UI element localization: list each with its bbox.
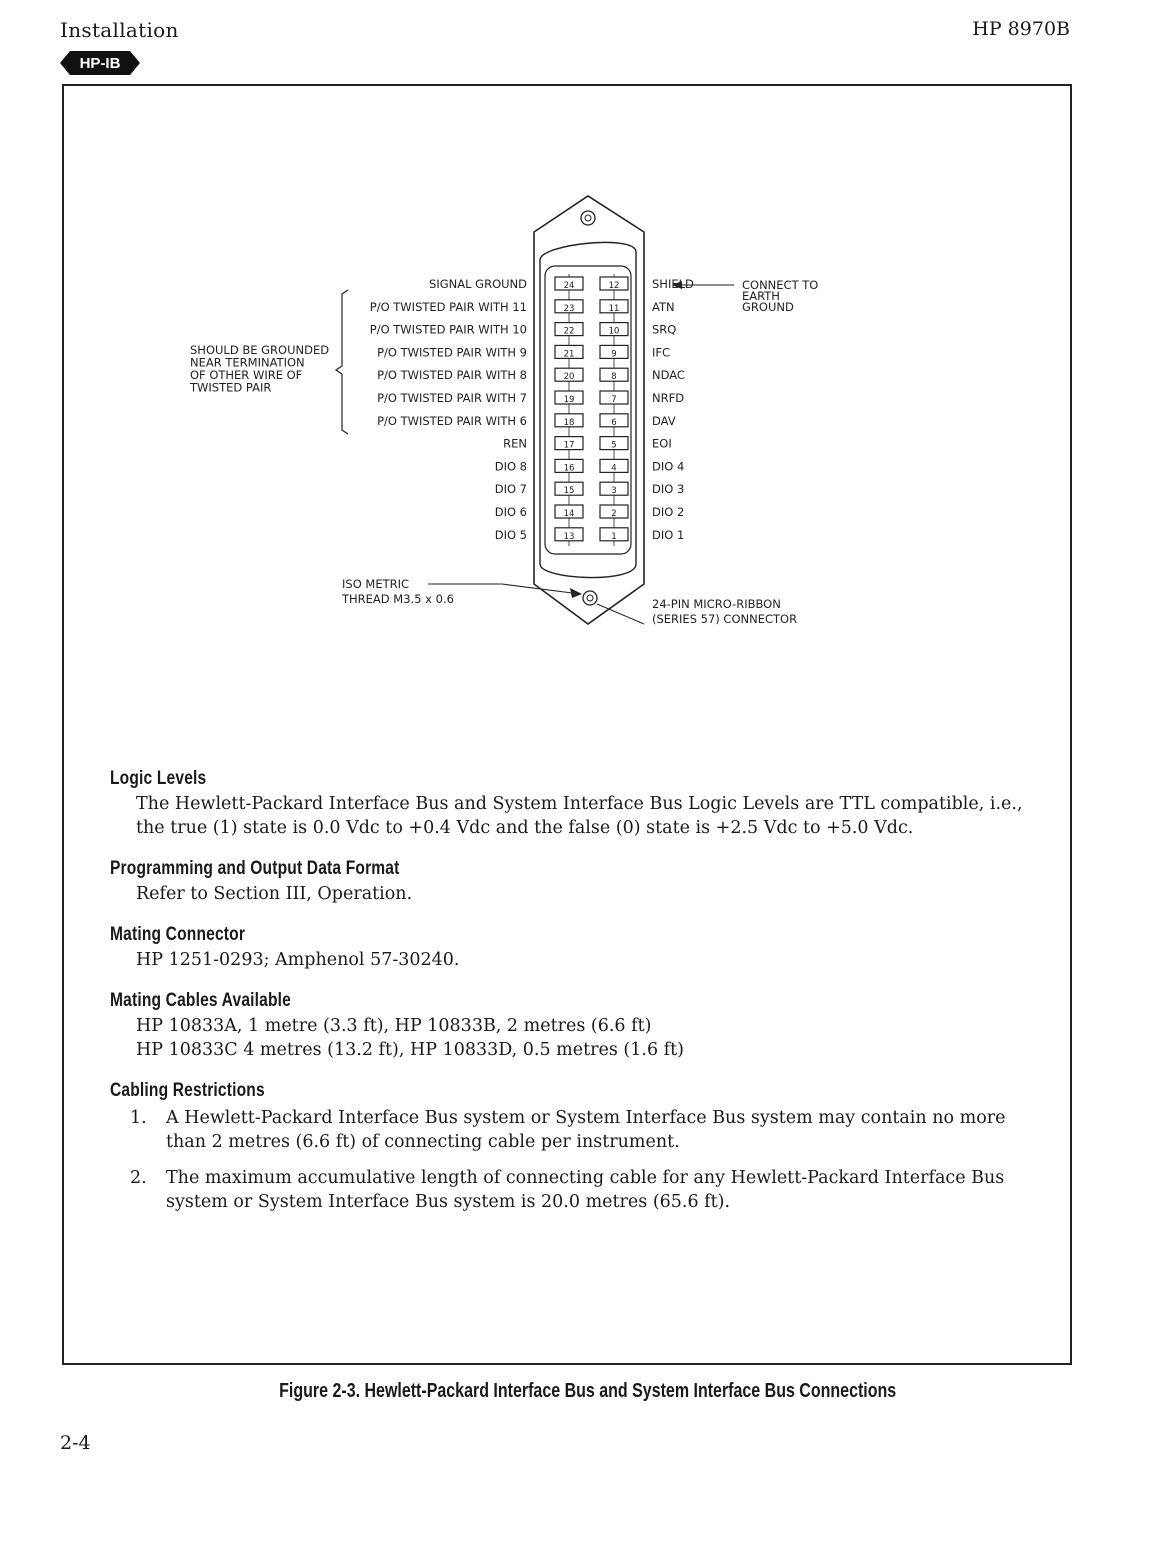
pin-label-right: ATN bbox=[652, 299, 675, 314]
pin-number: 10 bbox=[608, 326, 620, 337]
section-line: The Hewlett-Packard Interface Bus and System Interface Bus Logic Levels are TTL compatible, i.e., bbox=[136, 794, 1023, 814]
pin-number: 20 bbox=[563, 372, 575, 383]
pin-number: 22 bbox=[563, 326, 575, 337]
pin-label-left: P/O TWISTED PAIR WITH 11 bbox=[369, 299, 527, 314]
bottom-screw-icon bbox=[583, 591, 597, 605]
pin-label-left: DIO 5 bbox=[494, 527, 527, 542]
ground-note-line: NEAR TERMINATION bbox=[190, 355, 305, 370]
hp-ib-badge bbox=[60, 50, 140, 76]
pin-label-right: EOI bbox=[652, 436, 672, 451]
section-line: the true (1) state is 0.0 Vdc to +0.4 Vdc and the false (0) state is +2.5 Vdc to +5.0 Vdc. bbox=[136, 818, 914, 838]
section-line: HP 10833C 4 metres (13.2 ft), HP 10833D, 0.5 metres (1.6 ft) bbox=[136, 1040, 684, 1060]
pin-number: 2 bbox=[611, 509, 617, 519]
ground-note-line: OF OTHER WIRE OF bbox=[190, 368, 303, 382]
pin-number: 21 bbox=[563, 349, 575, 360]
shield-note-line: CONNECT TO bbox=[742, 278, 819, 292]
connector-shell bbox=[534, 196, 644, 624]
pin-number: 14 bbox=[563, 509, 575, 519]
thread-note-line: ISO METRIC bbox=[342, 577, 410, 591]
section-line: HP 1251-0293; Amphenol 57-30240. bbox=[136, 950, 460, 970]
list-line: system or System Interface Bus system is 20.0 metres (65.6 ft). bbox=[166, 1192, 731, 1212]
pin-number: 4 bbox=[611, 463, 617, 474]
pin-number: 6 bbox=[611, 417, 617, 428]
caption-text: Figure 2-3. Hewlett-Packard Interface Bus and System Interface Bus Connections bbox=[279, 1380, 897, 1402]
shield-note-line: GROUND bbox=[742, 300, 794, 314]
section-title: Cabling Restrictions bbox=[110, 1080, 265, 1101]
ground-bracket bbox=[336, 290, 348, 434]
pin-number: 1 bbox=[611, 531, 617, 542]
figure-caption bbox=[0, 1380, 1176, 1403]
pin-number: 15 bbox=[563, 486, 575, 497]
pin-label-right: NDAC bbox=[652, 368, 685, 383]
pin-label-right: IFC bbox=[652, 345, 671, 360]
section-title: Mating Connector bbox=[110, 924, 246, 945]
list-line: A Hewlett-Packard Interface Bus system or System Interface Bus system may contain no more bbox=[166, 1108, 1006, 1128]
list-item bbox=[130, 1166, 1030, 1214]
pin-number: 17 bbox=[563, 440, 575, 451]
pin-label-right: NRFD bbox=[652, 391, 685, 405]
pin-number: 19 bbox=[563, 395, 575, 405]
connector-note-line: 24-PIN MICRO-RIBBON bbox=[652, 597, 781, 611]
header-section-title: Installation bbox=[60, 18, 179, 42]
pin-number: 16 bbox=[563, 463, 575, 474]
section-mating-cables bbox=[110, 990, 1030, 1062]
pin-label-right: SHIELD bbox=[652, 277, 694, 291]
shield-note-line: EARTH bbox=[742, 289, 780, 303]
thread-arrowhead bbox=[570, 588, 582, 598]
list-item bbox=[130, 1106, 1030, 1154]
pin-number: 11 bbox=[608, 303, 620, 314]
ground-note-line: TWISTED PAIR bbox=[190, 380, 272, 395]
header-model: HP 8970B bbox=[972, 18, 1070, 40]
section-logic-levels bbox=[110, 768, 1030, 840]
pin-label-left: SIGNAL GROUND bbox=[429, 277, 527, 291]
list-line: The maximum accumulative length of connecting cable for any Hewlett-Packard Interface Bus bbox=[166, 1168, 1005, 1188]
section-line: HP 10833A, 1 metre (3.3 ft), HP 10833B, 2 metres (6.6 ft) bbox=[136, 1016, 652, 1036]
connector-note-line: (SERIES 57) CONNECTOR bbox=[652, 612, 798, 626]
pin-label-right: DIO 4 bbox=[652, 459, 685, 474]
ground-note-line: SHOULD BE GROUNDED bbox=[190, 343, 330, 357]
pin-label-right: DIO 3 bbox=[652, 482, 685, 497]
section-mating-connector bbox=[110, 924, 1030, 972]
pin-number: 23 bbox=[563, 303, 575, 314]
thread-note-line: THREAD M3.5 x 0.6 bbox=[342, 592, 454, 606]
list-number: 2. bbox=[130, 1168, 147, 1188]
section-programming bbox=[110, 858, 1030, 906]
section-cabling-restrictions bbox=[110, 1080, 1030, 1226]
badge-label: HP-IB bbox=[79, 55, 121, 72]
section-title: Programming and Output Data Format bbox=[110, 858, 400, 879]
top-screw-icon bbox=[581, 211, 595, 225]
list-number: 1. bbox=[130, 1108, 147, 1128]
list-line: than 2 metres (6.6 ft) of connecting cable per instrument. bbox=[166, 1132, 680, 1152]
pin-label-left: P/O TWISTED PAIR WITH 9 bbox=[377, 345, 527, 360]
pin-label-left: DIO 8 bbox=[494, 459, 527, 474]
connector-leader-line bbox=[597, 604, 644, 624]
pin-label-right: DIO 1 bbox=[652, 527, 685, 542]
page-number: 2-4 bbox=[60, 1432, 91, 1454]
section-title: Logic Levels bbox=[110, 768, 207, 789]
pin-label-left: P/O TWISTED PAIR WITH 6 bbox=[377, 413, 527, 428]
pin-label-left: P/O TWISTED PAIR WITH 10 bbox=[369, 322, 527, 337]
section-line: Refer to Section III, Operation. bbox=[136, 884, 413, 904]
pin-label-left: DIO 6 bbox=[494, 505, 527, 519]
pin-label-left: DIO 7 bbox=[494, 482, 527, 497]
pin-number: 9 bbox=[611, 349, 617, 360]
pin-number: 24 bbox=[563, 281, 575, 291]
pin-number: 13 bbox=[563, 531, 575, 542]
pin-label-right: DAV bbox=[652, 413, 676, 428]
pin-number: 3 bbox=[611, 486, 617, 497]
pin-number: 7 bbox=[611, 395, 617, 405]
pin-number: 5 bbox=[611, 440, 617, 451]
pin-number: 8 bbox=[611, 372, 617, 383]
pin-number: 12 bbox=[608, 281, 620, 291]
pin-label-left: P/O TWISTED PAIR WITH 8 bbox=[377, 368, 527, 383]
pin-label-right: SRQ bbox=[652, 322, 677, 337]
pin-label-left: P/O TWISTED PAIR WITH 7 bbox=[377, 391, 527, 405]
connector-diagram bbox=[62, 84, 1072, 704]
pin-label-right: DIO 2 bbox=[652, 505, 685, 519]
pin-number: 18 bbox=[563, 417, 575, 428]
restrictions-list bbox=[130, 1106, 1030, 1214]
section-title: Mating Cables Available bbox=[110, 990, 291, 1011]
pin-label-left: REN bbox=[503, 436, 527, 451]
